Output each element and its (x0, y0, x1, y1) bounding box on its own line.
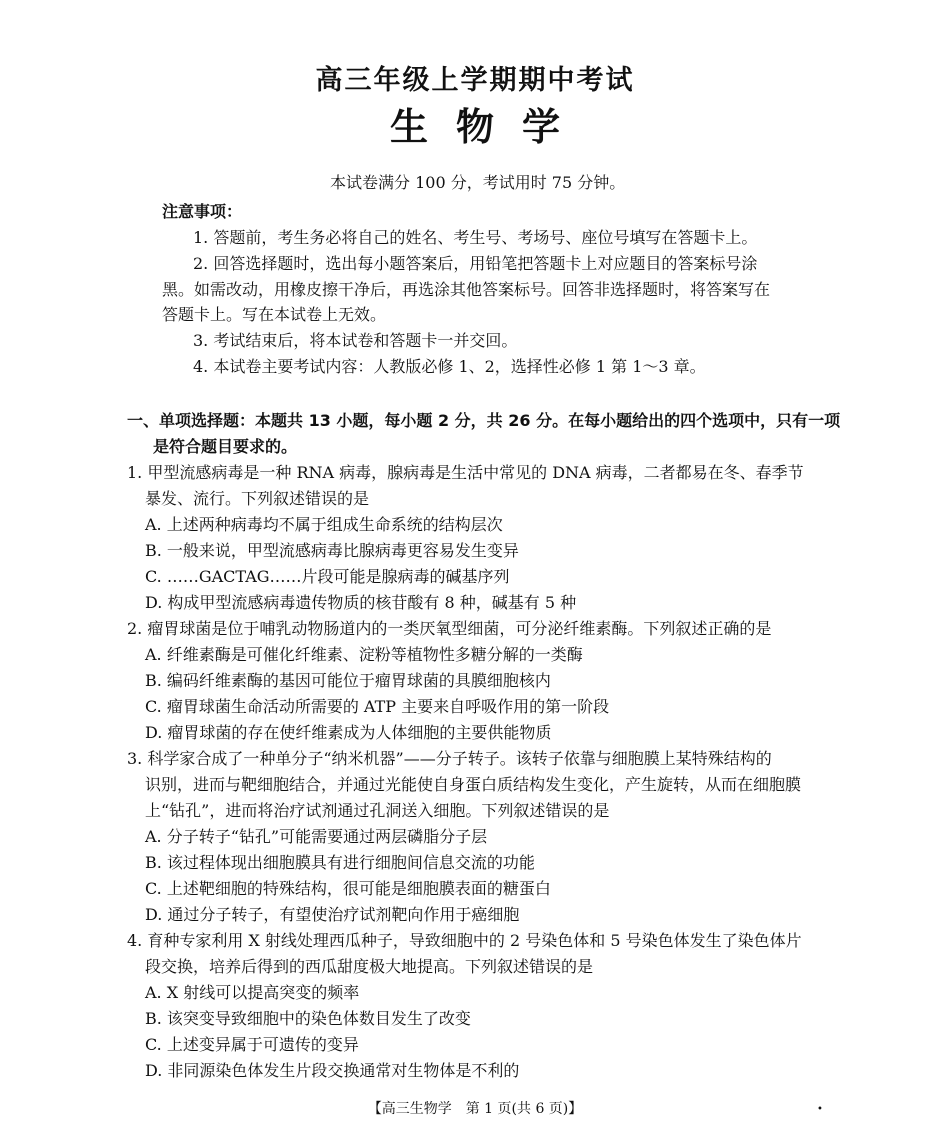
question-3-option-b: B. 该过程体现出细胞膜具有进行细胞间信息交流的功能 (145, 853, 535, 872)
question-3-option-a: A. 分子转子“钻孔”可能需要通过两层磷脂分子层 (145, 827, 488, 846)
notice-item-1: 1. 答题前，考生务必将自己的姓名、考生号、考场号、座位号填写在答题卡上。 (193, 228, 758, 247)
question-3-option-d: D. 通过分子转子，有望使治疗试剂靶向作用于癌细胞 (145, 905, 520, 924)
page-footer: 【高三生物学 第 1 页(共 6 页)】 (367, 1101, 583, 1117)
question-1-option-c: C. ……GACTAG……片段可能是腺病毒的碱基序列 (145, 567, 510, 586)
question-1-option-d: D. 构成甲型流感病毒遗传物质的核苷酸有 8 种，碱基有 5 种 (145, 593, 577, 612)
question-1-option-b: B. 一般来说，甲型流感病毒比腺病毒更容易发生变异 (145, 541, 519, 560)
question-2-stem-line1: 2. 瘤胃球菌是位于哺乳动物肠道内的一类厌氧型细菌，可分泌纤维素酶。下列叙述正确的是 (127, 619, 772, 638)
question-4-option-d: D. 非同源染色体发生片段交换通常对生物体是不利的 (145, 1061, 520, 1080)
question-4-option-c: C. 上述变异属于可遗传的变异 (145, 1035, 359, 1054)
question-3-stem-line1: 3. 科学家合成了一种单分子“纳米机器”——分子转子。该转子依靠与细胞膜上某特殊结构的 (127, 749, 772, 768)
question-4-option-a: A. X 射线可以提高突变的频率 (145, 983, 360, 1002)
question-4-stem-line2: 段交换，培养后得到的西瓜甜度极大地提高。下列叙述错误的是 (145, 957, 594, 976)
notice-item-2-line1: 2. 回答选择题时，选出每小题答案后，用铅笔把答题卡上对应题目的答案标号涂 (193, 254, 758, 273)
question-2-option-a: A. 纤维素酶是可催化纤维素、淀粉等植物性多糖分解的一类酶 (145, 645, 583, 664)
question-1-stem-line2: 暴发、流行。下列叙述错误的是 (145, 489, 370, 508)
notice-item-3: 3. 考试结束后，将本试卷和答题卡一并交回。 (193, 331, 518, 350)
question-1-option-a: A. 上述两种病毒均不属于组成生命系统的结构层次 (145, 515, 503, 534)
question-3-stem-line3: 上“钻孔”，进而将治疗试剂通过孔洞送入细胞。下列叙述错误的是 (145, 801, 610, 820)
notice-item-4: 4. 本试卷主要考试内容：人教版必修 1、2，选择性必修 1 第 1～3 章。 (193, 357, 706, 376)
notice-item-2-line2: 黑。如需改动，用橡皮擦干净后，再选涂其他答案标号。回答非选择题时，将答案写在 (162, 280, 771, 299)
notice-item-2-line3: 答题卡上。写在本试卷上无效。 (162, 305, 387, 324)
notice-heading: 注意事项： (162, 202, 243, 221)
question-2-option-c: C. 瘤胃球菌生命活动所需要的 ATP 主要来自呼吸作用的第一阶段 (145, 697, 610, 716)
question-2-option-d: D. 瘤胃球菌的存在使纤维素成为人体细胞的主要供能物质 (145, 723, 552, 742)
question-3-option-c: C. 上述靶细胞的特殊结构，很可能是细胞膜表面的糖蛋白 (145, 879, 551, 898)
question-3-stem-line2: 识别，进而与靶细胞结合，并通过光能使自身蛋白质结构发生变化，产生旋转，从而在细胞膜 (145, 775, 802, 794)
question-2-option-b: B. 编码纤维素酶的基因可能位于瘤胃球菌的具膜细胞核内 (145, 671, 551, 690)
section-heading-line2: 是符合题目要求的。 (153, 437, 298, 456)
question-1-stem-line1: 1. 甲型流感病毒是一种 RNA 病毒，腺病毒是生活中常见的 DNA 病毒，二者都易在冬、春季节 (127, 463, 804, 482)
question-4-option-b: B. 该突变导致细胞中的染色体数目发生了改变 (145, 1009, 471, 1028)
exam-title: 高三年级上学期期中考试 (315, 65, 635, 96)
section-heading-line1: 一、单项选择题：本题共 13 小题，每小题 2 分，共 26 分。在每小题给出的四个选项中，只有一项 (127, 411, 841, 430)
question-4-stem-line1: 4. 育种专家利用 X 射线处理西瓜种子，导致细胞中的 2 号染色体和 5 号染色体发生了染色体片 (127, 931, 802, 950)
corner-mark: • (817, 1104, 823, 1115)
intro-text: 本试卷满分 100 分，考试用时 75 分钟。 (330, 173, 626, 192)
subject-title: 生物学 (389, 105, 588, 149)
